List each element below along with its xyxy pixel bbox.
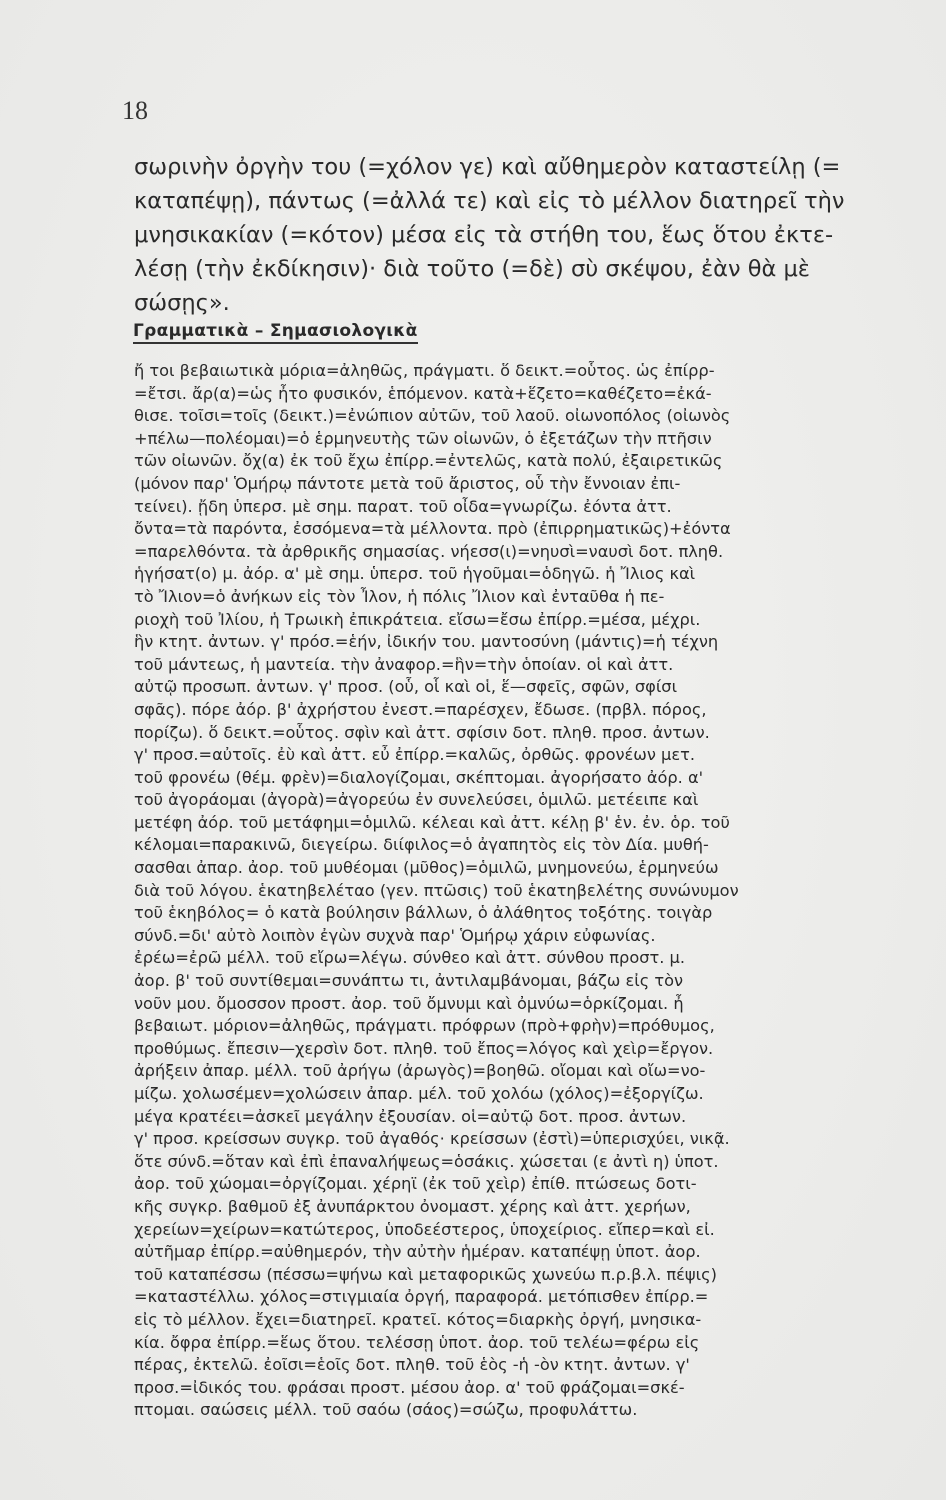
glossary-line: ἐρέω=ἐρῶ μέλλ. τοῦ εἴρω=λέγω. σύνθεο καὶ ἀττ. σύνθου προστ. μ. [134,948,685,968]
glossary-line: εἰς τὸ μέλλον. ἔχει=διατηρεῖ. κρατεῖ. κότος=διαρκὴς ὀργή, μνησικα- [134,1309,702,1329]
glossary-line: θισε. τοῖσι=τοῖς (δεικτ.)=ἐνώπιον αὐτῶν, τοῦ λαοῦ. οἰωνοπόλος (οἰωνὸς [134,406,731,426]
glossary-line: κία. ὄφρα ἐπίρρ.=ἕως ὅτου. τελέσσῃ ὑποτ. ἀορ. τοῦ τελέω=φέρω εἰς [134,1332,700,1352]
intro-line: καταπέψῃ), πάντως (=ἀλλά τε) καὶ εἰς τὸ μέλλον διατηρεῖ τὴν [134,188,845,214]
glossary-line: τοῦ φρονέω (θέμ. φρὲν)=διαλογίζομαι, σκέπτομαι. ἀγορήσατο ἀόρ. α' [134,767,704,787]
glossary-line: πέρας, ἐκτελῶ. ἐοῖσι=ἑοῖς δοτ. πληθ. τοῦ ἑὸς -ἡ -ὸν κτητ. ἀντων. γ' [134,1355,690,1375]
section-heading: Γραμματικὰ – Σημασιολογικὰ [133,321,418,344]
glossary-line: ἤ τοι βεβαιωτικὰ μόρια=ἀληθῶς, πράγματι. ὅ δεικτ.=οὗτος. ὡς ἐπίρρ- [134,361,715,380]
glossary-line: ριοχὴ τοῦ Ἰλίου, ἡ Τρωικὴ ἐπικράτεια. εἴσω=ἔσω ἐπίρρ.=μέσα, μέχρι. [134,609,701,629]
glossary-line: αὐτῆμαρ ἐπίρρ.=αὐθημερόν, τὴν αὐτὴν ἡμέραν. καταπέψῃ ὑποτ. ἀορ. [134,1242,701,1262]
glossary-line: τείνει). ᾔδη ὑπερσ. μὲ σημ. παρατ. τοῦ οἶδα=γνωρίζω. ἐόντα ἀττ. [134,496,672,516]
glossary-line: ὅτε σύνδ.=ὅταν καὶ ἐπὶ ἐπαναλήψεως=ὁσάκις. χώσεται (ε ἀντὶ η) ὑποτ. [134,1151,719,1171]
glossary-line: ἀρήξειν ἀπαρ. μέλλ. τοῦ ἀρήγω (ἀρωγὸς)=βοηθῶ. οἴομαι καὶ οἴω=νο- [134,1061,706,1081]
intro-line: σωρινὴν ὀργὴν του (=χόλον γε) καὶ αὔθημερὸν καταστείλῃ (= [134,154,841,180]
glossary-line: τοῦ ἑκηβόλος= ὁ κατὰ βούλησιν βάλλων, ὁ ἀλάθητος τοξότης. τοιγὰρ [134,903,713,923]
glossary-line: διὰ τοῦ λόγου. ἑκατηβελέταο (γεν. πτῶσις) τοῦ ἑκατηβελέτης συνώνυμον [134,880,739,900]
glossary-line: μίζω. χολωσέμεν=χολώσειν ἀπαρ. μέλ. τοῦ χολόω (χόλος)=ἐξοργίζω. [134,1084,704,1103]
intro-line: μνησικακίαν (=κότον) μέσα εἰς τὰ στήθη του, ἕως ὅτου ἐκτε- [134,222,834,248]
glossary-line: πορίζω). ὅ δεικτ.=οὗτος. σφὶν καὶ ἀττ. σφίσιν δοτ. πληθ. προσ. ἀντων. [134,722,710,742]
glossary-line: προθύμως. ἔπεσιν—χερσὶν δοτ. πληθ. τοῦ ἔπος=λόγος καὶ χεὶρ=ἔργον. [134,1038,714,1058]
glossary-line: ὄντα=τὰ παρόντα, ἐσσόμενα=τὰ μέλλοντα. πρὸ (ἐπιρρηματικῶς)+ἐόντα [134,519,731,539]
glossary-line: γ' προσ. κρείσσων συγκρ. τοῦ ἀγαθός· κρείσσων (ἐστὶ)=ὑπερισχύει, νικᾷ. [134,1129,730,1149]
glossary-line: ἣν κτητ. ἀντων. γ' πρόσ.=ἑήν, ἰδικήν του. μαντοσύνη (μάντις)=ἡ τέχνη [134,632,719,652]
glossary-line: σφᾶς). πόρε ἀόρ. β' ἀχρήστου ἐνεστ.=παρέσχεν, ἔδωσε. (πρβλ. πόρος, [134,699,707,719]
glossary-line: +πέλω—πολέομαι)=ὁ ἑρμηνευτὴς τῶν οἰωνῶν, ὁ ἐξετάζων τὴν πτῆσιν [134,428,712,448]
glossary-line: =παρελθόντα. τὰ ἀρθρικῆς σημασίας. νήεσσ(ι)=νηυσὶ=ναυσὶ δοτ. πληθ. [134,541,724,561]
glossary-line: ἀορ. β' τοῦ συντίθεμαι=συνάπτω τι, ἀντιλαμβάνομαι, βάζω εἰς τὸν [134,971,684,991]
glossary-line: ἡγήσατ(ο) μ. ἀόρ. α' μὲ σημ. ὑπερσ. τοῦ ἡγοῦμαι=ὁδηγῶ. ἡ Ἴλιος καὶ [134,564,696,584]
glossary-line: κέλομαι=παρακινῶ, διεγείρω. διίφιλος=ὁ ἀγαπητὸς εἰς τὸν Δία. μυθή- [134,835,709,855]
glossary-line: σύνδ.=δι' αὐτὸ λοιπὸν ἐγὼν συχνὰ παρ' Ὁμήρῳ χάριν εὐφωνίας. [134,925,656,945]
intro-paragraph [134,150,934,320]
glossary-line: μετέφη ἀόρ. τοῦ μετάφημι=ὁμιλῶ. κέλεαι καὶ ἀττ. κέλῃ β' ἑν. ἐν. ὁρ. τοῦ [134,812,730,832]
glossary-line: (μόνον παρ' Ὁμήρῳ πάντοτε μετὰ τοῦ ἄριστος, οὗ τὴν ἔννοιαν ἐπι- [134,473,681,493]
glossary-line: μέγα κρατέει=ἀσκεῖ μεγάλην ἐξουσίαν. οἱ=αὐτῷ δοτ. προσ. ἀντων. [134,1106,687,1126]
glossary-line: γ' προσ.=αὐτοῖς. ἐὺ καὶ ἀττ. εὖ ἐπίρρ.=καλῶς, ὀρθῶς. φρονέων μετ. [134,745,695,765]
glossary-line: τοῦ ἀγοράομαι (ἀγορὰ)=ἀγορεύω ἐν συνελεύσει, ὁμιλῶ. μετέειπε καὶ [134,790,699,810]
glossary-line: προσ.=ἰδικός του. φράσαι προστ. μέσου ἀορ. α' τοῦ φράζομαι=σκέ- [134,1377,685,1397]
glossary-line: βεβαιωτ. μόριον=ἀληθῶς, πράγματι. πρόφρων (πρὸ+φρὴν)=πρόθυμος, [134,1016,715,1036]
glossary-line: πτομαι. σαώσεις μέλλ. τοῦ σαόω (σάος)=σώζω, προφυλάττω. [134,1400,638,1420]
glossary-line: ἀορ. τοῦ χώομαι=ὀργίζομαι. χέρηϊ (ἐκ τοῦ χεὶρ) ἐπίθ. πτώσεως δοτι- [134,1174,697,1194]
intro-line: λέσῃ (τὴν ἐκδίκησιν)· διὰ τοῦτο (=δὲ) σὺ σκέψου, ἐὰν θὰ μὲ [134,256,810,282]
glossary-line: νοῦν μου. ὄμοσσον προστ. ἀορ. τοῦ ὄμνυμι καὶ ὀμνύω=ὁρκίζομαι. ἦ [134,993,684,1013]
glossary-line: =ἔτσι. ἄρ(α)=ὡς ἦτο φυσικόν, ἑπόμενον. κατὰ+ἕζετο=καθέζετο=ἐκά- [134,383,712,403]
glossary-line: αὐτῷ προσωπ. ἀντων. γ' προσ. (οὗ, οἷ καὶ οἱ, ἕ—σφεῖς, σφῶν, σφίσι [134,677,678,697]
glossary-line: τῶν οἰωνῶν. ὄχ(α) ἐκ τοῦ ἔχω ἐπίρρ.=ἐντελῶς, κατὰ πολύ, ἐξαιρετικῶς [134,451,723,471]
glossary-line: χερείων=χείρων=κατώτερος, ὑποδεέστερος, ὑποχείριος. εἴπερ=καὶ εἰ. [134,1219,715,1239]
glossary-line: τοῦ μάντεως, ἡ μαντεία. τὴν ἀναφορ.=ἣν=τὴν ὁποίαν. οἱ καὶ ἀττ. [134,654,674,674]
intro-line: σώσῃς». [134,290,230,316]
glossary-line: κῆς συγκρ. βαθμοῦ ἐξ ἀνυπάρκτου ὀνομαστ. χέρης καὶ ἀττ. χερήων, [134,1196,691,1216]
glossary-line: =καταστέλλω. χόλος=στιγμιαία ὀργή, παραφορά. μετόπισθεν ἐπίρρ.= [134,1287,709,1307]
page-number: 18 [122,96,148,125]
glossary-text [134,360,940,1422]
glossary-line: τοῦ καταπέσσω (πέσσω=ψήνω καὶ μεταφορικῶς χωνεύω π.ρ.β.λ. πέψις) [134,1264,717,1284]
glossary-line: σασθαι ἀπαρ. ἀορ. τοῦ μυθέομαι (μῦθος)=ὁμιλῶ, μνημονεύω, ἑρμηνεύω [134,858,719,878]
glossary-line: τὸ Ἴλιον=ὁ ἀνήκων εἰς τὸν Ἶλον, ἡ πόλις Ἴλιον καὶ ἐνταῦθα ἡ πε- [134,586,665,606]
